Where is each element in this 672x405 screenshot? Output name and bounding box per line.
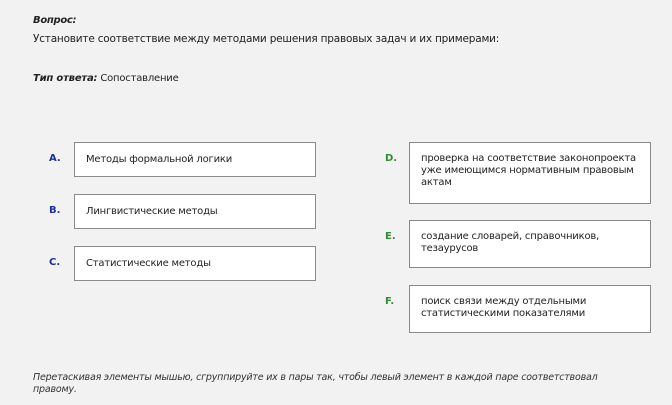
left-item-a[interactable] [74,142,316,177]
answer-type [33,73,179,84]
question-label: Вопрос: [33,15,77,26]
left-item-text: Статистические методы [86,258,211,269]
right-item-letter-e: E. [385,231,396,242]
left-item-c[interactable] [74,246,316,281]
instruction-text: Перетаскивая элементы мышью, сгруппируйте их в пары так, чтобы левый элемент в каждой паре соответствовал правому. [33,372,598,395]
right-item-d[interactable] [409,142,651,204]
left-item-b[interactable] [74,194,316,229]
left-item-letter-a: A. [49,153,61,164]
right-item-letter-d: D. [385,153,398,164]
right-item-text: поиск связи между отдельными статистическими показателями [421,296,587,319]
left-item-letter-b: B. [49,205,61,216]
left-item-text: Лингвистические методы [86,206,218,217]
question-text: Установите соответствие между методами решения правовых задач и их примерами: [33,33,500,45]
answer-type-value: Сопоставление [100,73,179,84]
right-item-f[interactable] [409,285,651,333]
right-item-text: проверка на соответствие законопроекта уже имеющимся нормативным правовым актам [421,153,636,188]
left-item-text: Методы формальной логики [86,154,233,165]
answer-type-label: Тип ответа: [33,73,98,84]
left-item-letter-c: C. [49,257,61,268]
right-item-text: создание словарей, справочников, тезаурусов [421,231,600,254]
right-item-letter-f: F. [385,296,395,307]
right-item-e[interactable] [409,220,651,268]
